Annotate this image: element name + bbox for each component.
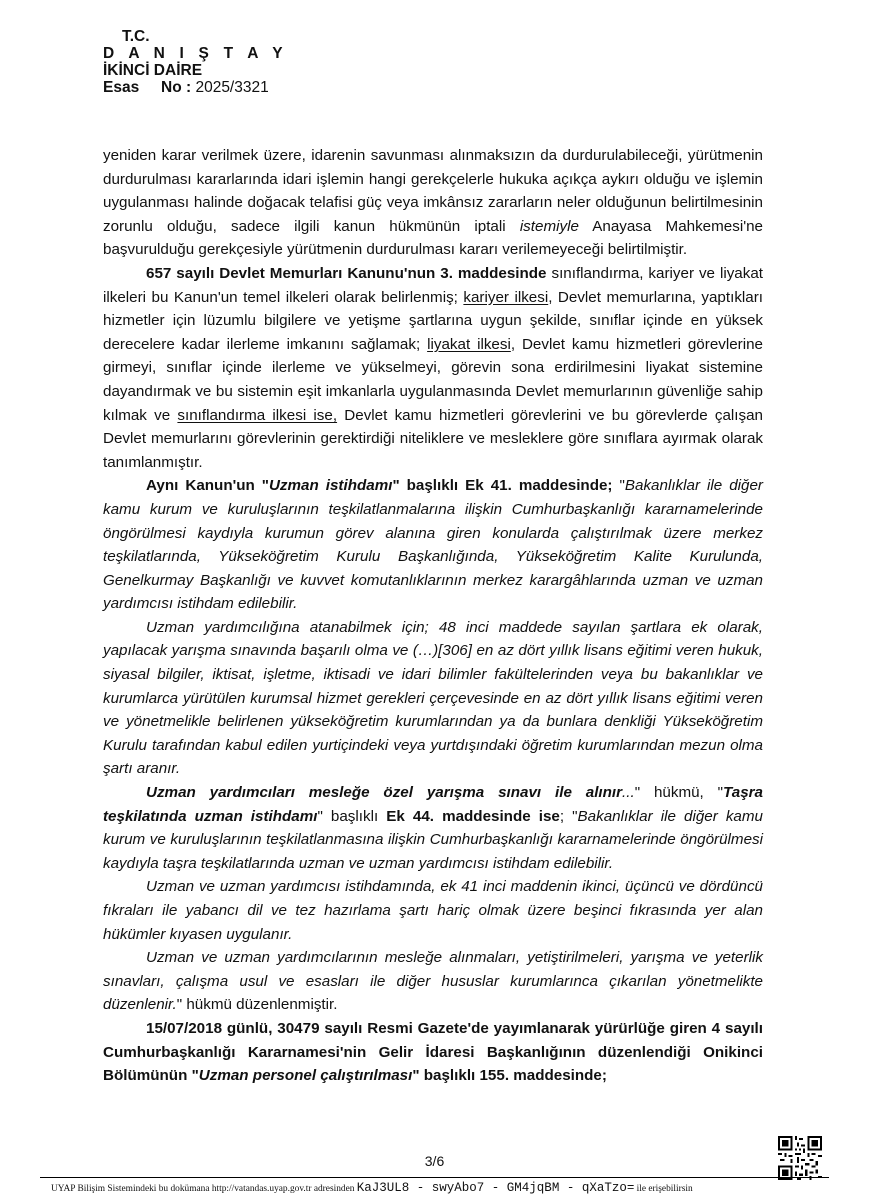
bold-text: " başlıklı 155. maddesinde; [412,1067,607,1085]
bold-text: 657 sayılı Devlet Memurları Kanunu'nun 3. maddesinde [146,264,547,282]
text: " hükmü düzenlenmiştir. [176,996,338,1014]
bold-italic-text: Uzman personel çalıştırılması [198,1067,413,1085]
bold-text: Aynı Kanun'un " [146,477,269,495]
text: , Devlet memurlarına, yaptıkları hizmetler için lüzumlu bilgilere ve yetişme şartlarına uygun şekilde, sınıflar içinde en yüksek derecelere kadar ilerleme imkanını sağlamak; [103,288,764,353]
bold-text: " başlıklı Ek 41. maddesinde; [392,477,613,495]
access-code: KaJ3UL8 - swyAbo7 - GM4jqBM - qXaTzo= [356,1181,635,1195]
underlined-text: sınıflandırma ilkesi ise, [177,406,338,424]
italic-text: Uzman ve uzman yardımcısı istihdamında, ek 41 inci maddenin ikinci, üçüncü ve dördüncü fıkraları ile yabancı dil ve tez hazırlama şartı hariç olmak üzere beşinci fıkrasında yer alan hükümler kıyasen uygulanır. [103,878,763,943]
case-number: 2025/3321 [195,79,269,96]
paragraph-3 [103,474,763,616]
footer-note [51,1181,693,1195]
text: ; " [559,807,578,825]
italic-text: Uzman ve uzman yardımcılarının mesleğe alınmaları, yetiştirilmeleri, yarışma ve yeterlik sınavları, çalışma usul ve esasları ile diğer hususlar kurumlarınca çıkarılan yönetmelikte düzenlenir. [103,949,763,1014]
underlined-text: kariyer ilkesi [463,288,549,306]
court-name: D A N I Ş T A Y [103,45,288,62]
document-body [103,144,763,1088]
paragraph-1 [103,144,763,262]
bold-italic-text: Taşra teşkilatında uzman istihdamı [103,784,763,825]
paragraph-7 [103,946,763,1017]
bold-italic-text: Uzman istihdamı [268,477,393,495]
italic-text: Uzman yardımcılığına atanabilmek için; 48 inci maddede sayılan şartlara ek olarak, yapılacak yarışma sınavında başarılı olma ve (…)[306] en az dört yıllık lisans eğitimi veren hukuk, siyasal bilgiler, iktisat, işletme, iktisadi ve idari bilimler fakültelerinden veya bu bakanlıklar ve kurumlarca yürütülen kurumsal hizmet gerekleri çerçevesinde en az dört yıllık lisans eğitimi veren ve yönetmelikle belirlenen yükseköğretim kurumlarından ya da bunlara denkliği Yükseköğretim Kurulu tarafından kabul edilen yurtiçindeki veya yurtdışındaki öğretim kurumlarından mezun olma şartı aranır. [103,618,763,778]
paragraph-4 [103,616,763,781]
paragraph-2 [103,262,763,474]
tc-label: T.C. [122,28,150,45]
page-number: 3/6 [424,1153,445,1169]
italic-text: istemiyle [519,217,579,235]
case-number-line [103,79,288,96]
qr-code-icon [778,1136,822,1180]
italic-text: Bakanlıklar ile diğer kamu kurum ve kuruluşlarının teşkilatlanmasına ilişkin Cumhurbaşkanlığı kararnamelerinde öngörülmesi kaydıyla taşra teşkilatlarında uzman ve uzman yardımcısı istihdam edilebilir. [103,807,763,872]
text: yeniden karar verilmek üzere, idarenin savunması alınmaksızın da durdurulabileceği, yürütmenin durdurulması kararlarında idari işlemin hangi gerekçelerle hukuka açıkça aykırı olduğu ve işlemin uygulanması halinde doğacak telafisi güç veya imkânsız zararların neler olduğunun belirtilmesinin zorunlu olduğu, sadece ilgili kanun hükmünün iptali [103,147,763,235]
text: " [612,477,625,495]
footer-prefix: UYAP Bilişim Sistemindeki bu dokümana http://vatandas.uyap.gov.tr adresinden [51,1184,355,1194]
bold-text: Ek 44. maddesinde ise [386,807,560,825]
footer-divider [40,1177,829,1178]
paragraph-5 [103,781,763,875]
text: " başlıklı [317,807,387,825]
italic-text: Bakanlıklar ile diğer kamu kurum ve kuruluşlarının teşkilatlanmalarına ilişkin Cumhurbaşkanlığı kararnamelerinde öngörülmesi kaydıyla kurumun görev alanına giren konularda çalıştırılmak üzere merkez teşkilatlarında, Yükseköğretim Kurulu Başkanlığında, Yükseköğretim Kalite Kurulunda, Genelkurmay Başkanlığı ve kuvvet komutanlıklarının merkez karargâhlarında uzman ve uzman yardımcısı istihdam edilebilir. [103,477,763,613]
no-label: No : [161,79,192,96]
text: " hükmü, " [634,784,724,802]
esas-label: Esas [103,79,140,96]
text: , Devlet kamu hizmetleri görevlerine girmeyi, sınıflar içinde ilerleme ve yükselmeyi, görevin sona erdirilmesini liyakat sistemine dayandırmak ve bu sistemin eşit imkanlarla uygulanmasında Devlet memurlarının güvenliğe sahip kılmak ve [103,335,764,424]
underlined-text: liyakat ilkesi [427,335,511,353]
footer-suffix: ile erişebilirsin [636,1184,693,1194]
bold-italic-text: Uzman yardımcıları mesleğe özel yarışma sınavı ile alınır [146,784,623,802]
bold-text: 15/07/2018 günlü, 30479 sayılı Resmi Gazete'de yayımlanarak yürürlüğe giren 4 sayılı Cumhurbaşkanlığı Kararnamesi'nin Gelir İdaresi Başkanlığının düzenlendiği Onikinci Bölümünün " [103,1019,763,1085]
text: Anayasa Mahkemesi'ne başvurulduğu gerekçesiyle yürütmenin durdurulması kararı verilemeyeceği belirtilmiştir. [103,217,763,259]
paragraph-6 [103,875,763,946]
italic-text: ... [622,784,635,802]
chamber-name: İKİNCİ DAİRE [103,62,203,79]
paragraph-8 [103,1017,763,1088]
text: sınıflandırma, kariyer ve liyakat ilkeleri bu Kanun'un temel ilkeleri olarak belirlenmiş; [103,264,764,306]
document-header [103,28,288,96]
text: Devlet kamu hizmetleri görevlerini ve bu görevlerde çalışan Devlet memurlarını görevlerinin gerektirdiği niteliklere ve mesleklere göre sınıflara ayırmak olarak tanımlanmıştır. [103,406,764,471]
